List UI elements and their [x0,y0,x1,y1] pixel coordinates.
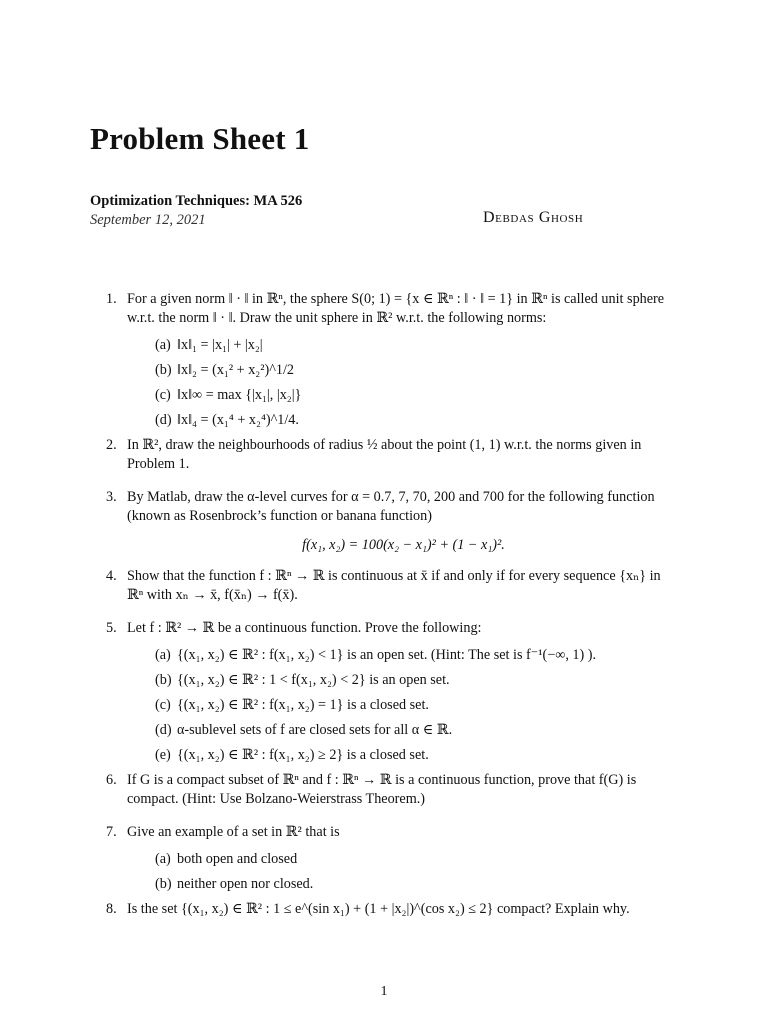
list-item [155,875,680,893]
problem-list [106,290,680,919]
problem-text: Show that the function f : ℝⁿ → ℝ is continuous at x̄ if and only if for every sequence {xₙ} in ℝⁿ with xₙ → x̄, f(x̄ₙ) → f(x̄). [127,568,661,603]
sheet-date: September 12, 2021 [90,212,206,228]
item-text: ‖x‖₂ = (x₁² + x₂²)^1/2 [177,362,295,378]
item-text: {(x₁, x₂) ∈ ℝ² : f(x₁, x₂) = 1} is a closed set. [177,697,429,713]
problem-8 [106,900,680,919]
problem-1 [106,290,680,429]
item-text: ‖x‖₄ = (x₁⁴ + x₂⁴)^1/4. [177,412,299,428]
list-item [155,671,680,689]
list-item [155,361,680,379]
problem-number: 8. [106,901,117,917]
problem-2 [106,436,680,474]
problem-text: If G is a compact subset of ℝⁿ and f : ℝⁿ → ℝ is a continuous function, prove that f(G) is compact. (Hint: Use Bolzano-Weierstrass Theorem.) [127,772,637,807]
item-label: (a) [155,647,171,663]
problem-text: By Matlab, draw the α-level curves for α = 0.7, 7, 70, 200 and 700 for the following function (known as Rosenbrock’s function or banana function) [127,489,655,524]
sub-list [127,850,680,893]
item-text: {(x₁, x₂) ∈ ℝ² : f(x₁, x₂) < 1} is an open set. (Hint: The set is f⁻¹(−∞, 1) ). [177,647,597,663]
item-text: ‖x‖∞ = max {|x₁|, |x₂|} [177,387,302,403]
item-text: both open and closed [177,851,298,867]
problem-3 [106,488,680,555]
list-item [155,746,680,764]
problem-text: Let f : ℝ² → ℝ be a continuous function. Prove the following: [127,620,482,636]
author-name: Debdas Ghosh [483,209,584,226]
item-label: (d) [155,722,172,738]
problem-text: Give an example of a set in ℝ² that is [127,824,340,840]
problem-5 [106,619,680,764]
list-item [155,336,680,354]
sub-list [127,336,680,429]
item-label: (a) [155,337,171,353]
list-item [155,721,680,739]
problem-6 [106,771,680,809]
problem-number: 3. [106,489,117,505]
item-label: (b) [155,672,172,688]
list-item [155,646,680,664]
item-text: {(x₁, x₂) ∈ ℝ² : f(x₁, x₂) ≥ 2} is a closed set. [177,747,429,763]
item-text: {(x₁, x₂) ∈ ℝ² : 1 < f(x₁, x₂) < 2} is an open set. [177,672,450,688]
problem-4 [106,567,680,605]
item-text: neither open nor closed. [177,876,314,892]
sub-list [127,646,680,764]
item-label: (b) [155,362,172,378]
item-label: (b) [155,876,172,892]
page-title: Problem Sheet 1 [90,121,310,156]
problem-number: 4. [106,568,117,584]
item-label: (e) [155,747,171,763]
list-item [155,386,680,404]
problem-text: In ℝ², draw the neighbourhoods of radius ½ about the point (1, 1) w.r.t. the norms given in Problem 1. [127,437,642,472]
item-label: (c) [155,387,171,403]
item-text: α-sublevel sets of f are closed sets for all α ∈ ℝ. [177,722,453,738]
list-item [155,850,680,868]
problem-number: 2. [106,437,117,453]
item-label: (d) [155,412,172,428]
list-item [155,696,680,714]
item-label: (c) [155,697,171,713]
course-name: Optimization Techniques: MA 526 [90,193,303,209]
item-text: ‖x‖₁ = |x₁| + |x₂| [177,337,263,353]
list-item [155,411,680,429]
page-number: 1 [380,984,388,999]
problem-number: 6. [106,772,117,788]
item-label: (a) [155,851,171,867]
problem-number: 7. [106,824,117,840]
problem-number: 5. [106,620,117,636]
problem-text: Is the set {(x₁, x₂) ∈ ℝ² : 1 ≤ e^(sin x₁) + (1 + |x₂|)^(cos x₂) ≤ 2} compact? Explain why. [127,901,630,917]
problem-number: 1. [106,291,117,307]
problem-text: For a given norm ‖ · ‖ in ℝⁿ, the sphere S(0; 1) = {x ∈ ℝⁿ : ‖ · ‖ = 1} in ℝⁿ is called unit sphere w.r.t. the norm ‖ · ‖. Draw the unit sphere in ℝ² w.r.t. the following norms: [127,291,665,326]
display-equation: f(x₁, x₂) = 100(x₂ − x₁)² + (1 − x₁)². [302,537,505,553]
problem-7 [106,823,680,893]
